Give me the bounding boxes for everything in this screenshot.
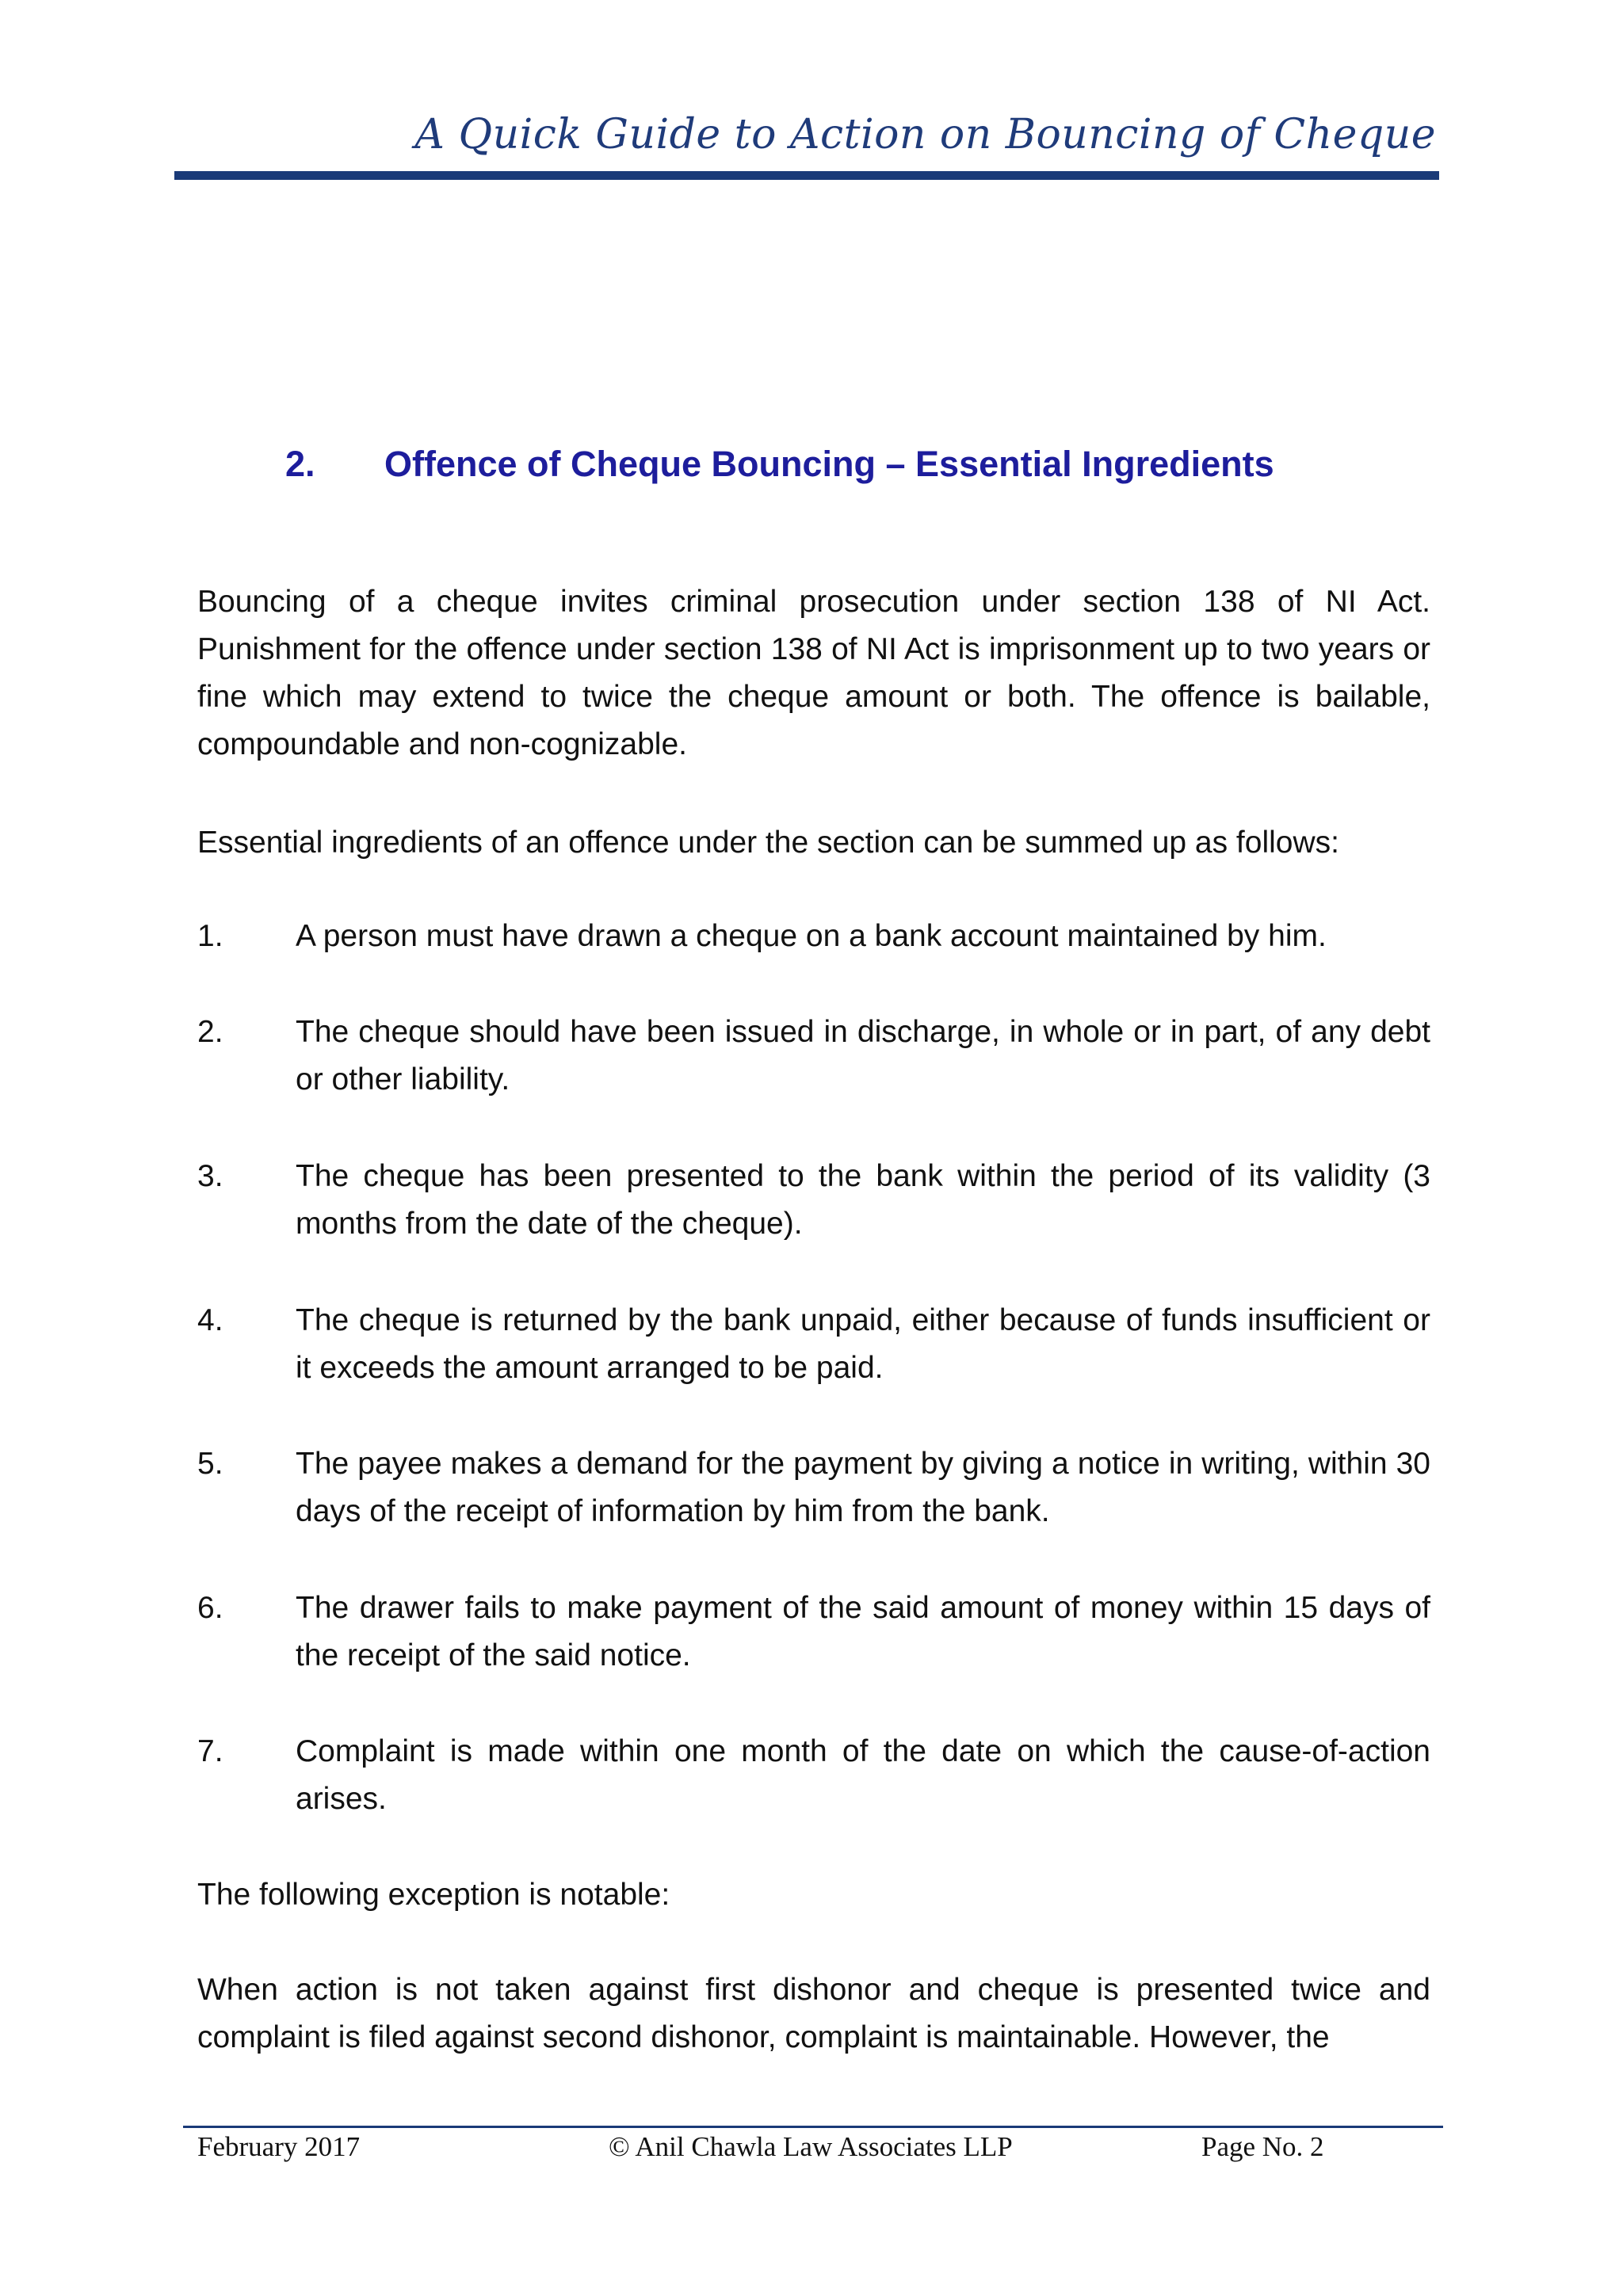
- list-item-number: 1.: [197, 919, 223, 953]
- list-item-number: 7.: [197, 1734, 223, 1768]
- list-item-number: 5.: [197, 1447, 223, 1481]
- list-item: [197, 1153, 1430, 1248]
- list-item-text: The cheque has been presented to the bank within the period of its validity (3 months from the date of the cheque).: [296, 1159, 1430, 1241]
- list-item: [197, 1009, 1430, 1104]
- section-number: 2.: [285, 444, 315, 484]
- exception-paragraph: When action is not taken against first dishonor and cheque is presented twice and complaint is filed against second dishonor, complaint is maintainable. However, the: [197, 1973, 1430, 2054]
- list-item-number: 6.: [197, 1591, 223, 1625]
- list-item-text: A person must have drawn a cheque on a bank account maintained by him.: [296, 919, 1327, 953]
- header-divider: [174, 171, 1439, 180]
- list-item: [197, 1585, 1430, 1680]
- list-item-text: The cheque should have been issued in discharge, in whole or in part, of any debt or other liability.: [296, 1015, 1430, 1097]
- footer-divider: [183, 2126, 1443, 2128]
- list-item-text: The drawer fails to make payment of the said amount of money within 15 days of the receipt of the said notice.: [296, 1591, 1430, 1672]
- list-item-number: 4.: [197, 1303, 223, 1337]
- list-item-text: The payee makes a demand for the payment by giving a notice in writing, within 30 days of the receipt of information by him from the bank.: [296, 1447, 1430, 1528]
- running-header-title: A Quick Guide to Action on Bouncing of Cheque: [414, 111, 1436, 158]
- footer-date: February 2017: [197, 2131, 361, 2162]
- ingredients-lead-paragraph: Essential ingredients of an offence under the section can be summed up as follows:: [197, 826, 1339, 860]
- intro-paragraph: Bouncing of a cheque invites criminal prosecution under section 138 of NI Act. Punishment for the offence under section 138 of NI Act is imprisonment up to two years or fine which may extend to twice the cheque amount or both. The offence is bailable, compoundable and non-cognizable.: [197, 585, 1430, 761]
- list-item: [197, 913, 1430, 960]
- list-item: [197, 1297, 1430, 1392]
- list-item: [197, 1440, 1430, 1535]
- section-title: Offence of Cheque Bouncing – Essential Ingredients: [384, 444, 1274, 484]
- list-item-number: 2.: [197, 1015, 223, 1049]
- section-heading: [285, 444, 1274, 485]
- list-item-text: Complaint is made within one month of the date on which the cause-of-action arises.: [296, 1734, 1430, 1816]
- footer-copyright: © Anil Chawla Law Associates LLP: [609, 2131, 1013, 2162]
- list-item-text: The cheque is returned by the bank unpaid, either because of funds insufficient or it exceeds the amount arranged to be paid.: [296, 1303, 1430, 1385]
- exception-lead-paragraph: The following exception is notable:: [197, 1878, 670, 1912]
- footer-page-number: Page No. 2: [1201, 2131, 1324, 2162]
- list-item: [197, 1728, 1430, 1823]
- list-item-number: 3.: [197, 1159, 223, 1193]
